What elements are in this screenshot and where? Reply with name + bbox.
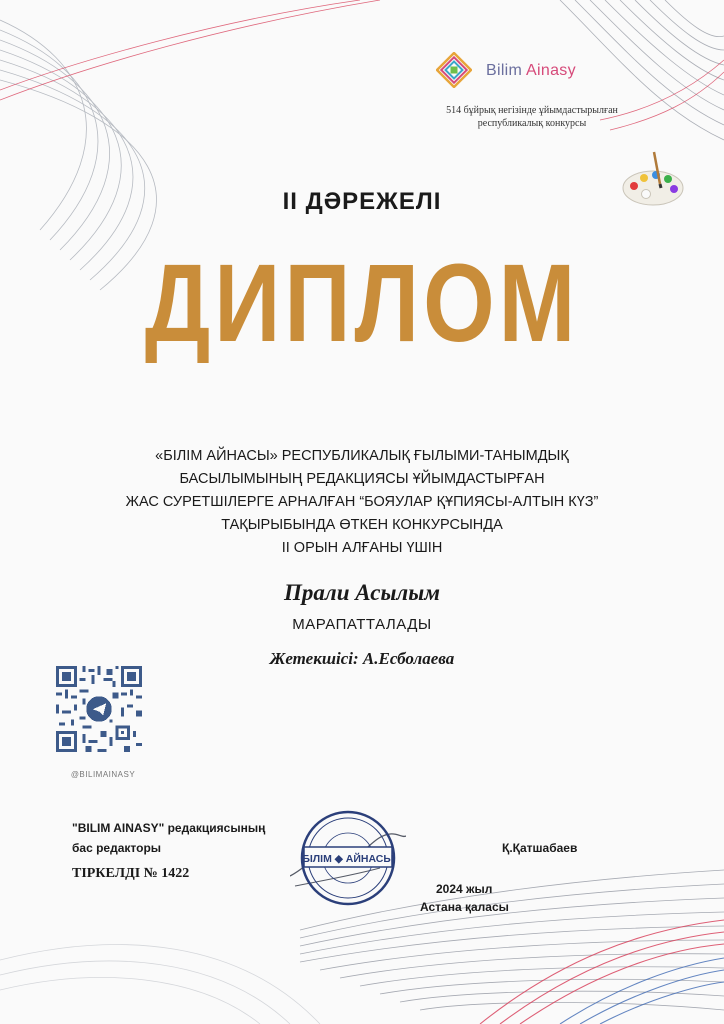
editor-name: Қ.Қатшабаев bbox=[502, 841, 578, 855]
awarded-label: МАРАПАТТАЛАДЫ bbox=[292, 616, 432, 633]
degree-label: II ДӘРЕЖЕЛІ bbox=[282, 188, 442, 215]
contest-note-line-1: 514 бұйрық негізінде ұйымдастырылған bbox=[446, 105, 618, 116]
diploma-title: ДИПЛОМ bbox=[144, 242, 580, 366]
supervisor-line: Жетекшісі: А.Есболаева bbox=[269, 649, 455, 668]
brand-second: Ainasy bbox=[526, 62, 576, 79]
recipient-name: Прали Асылым bbox=[284, 580, 440, 605]
brand-name bbox=[486, 62, 576, 80]
editor-title-line-1: "BILIM AINASY" редакциясының bbox=[72, 821, 266, 835]
contest-note bbox=[412, 104, 652, 130]
round-stamp-icon bbox=[290, 806, 406, 910]
contest-note-line-2: республикалық конкурсы bbox=[477, 118, 587, 129]
editor-title-line-2: бас редакторы bbox=[72, 841, 162, 855]
issue-date: 2024 жыл bbox=[436, 882, 493, 896]
brand-first: Bilim bbox=[486, 62, 523, 79]
reason-line-4: ТАҚЫРЫБЫНДА ӨТКЕН КОНКУРСЫНДА bbox=[221, 517, 503, 533]
reason-line-2: БАСЫЛЫМЫНЫҢ РЕДАКЦИЯСЫ ҰЙЫМДАСТЫРҒАН bbox=[179, 471, 545, 487]
qr-handle: @BILIMAINASY bbox=[70, 770, 136, 779]
reason-line-1: «БІЛІМ АЙНАСЫ» РЕСПУБЛИКАЛЫҚ ҒЫЛЫМИ-ТАНЫМДЫҚ bbox=[155, 448, 569, 464]
issue-city: Астана қаласы bbox=[420, 900, 509, 914]
award-reason bbox=[0, 445, 724, 560]
reason-line-5: II ОРЫН АЛҒАНЫ ҮШІН bbox=[281, 540, 443, 556]
stamp-text: БІЛІМ ◆ АЙНАСЫ bbox=[302, 853, 394, 865]
qr-code-icon bbox=[56, 666, 142, 752]
editor-title bbox=[72, 818, 265, 858]
reason-line-3: ЖАС СУРЕТШІЛЕРГЕ АРНАЛҒАН “БОЯУЛАР ҚҰПИЯСЫ-АЛТЫН КҮЗ” bbox=[125, 494, 599, 510]
colorful-square-logo-icon bbox=[436, 52, 472, 88]
registration-number: ТІРКЕЛДІ № 1422 bbox=[72, 866, 190, 881]
